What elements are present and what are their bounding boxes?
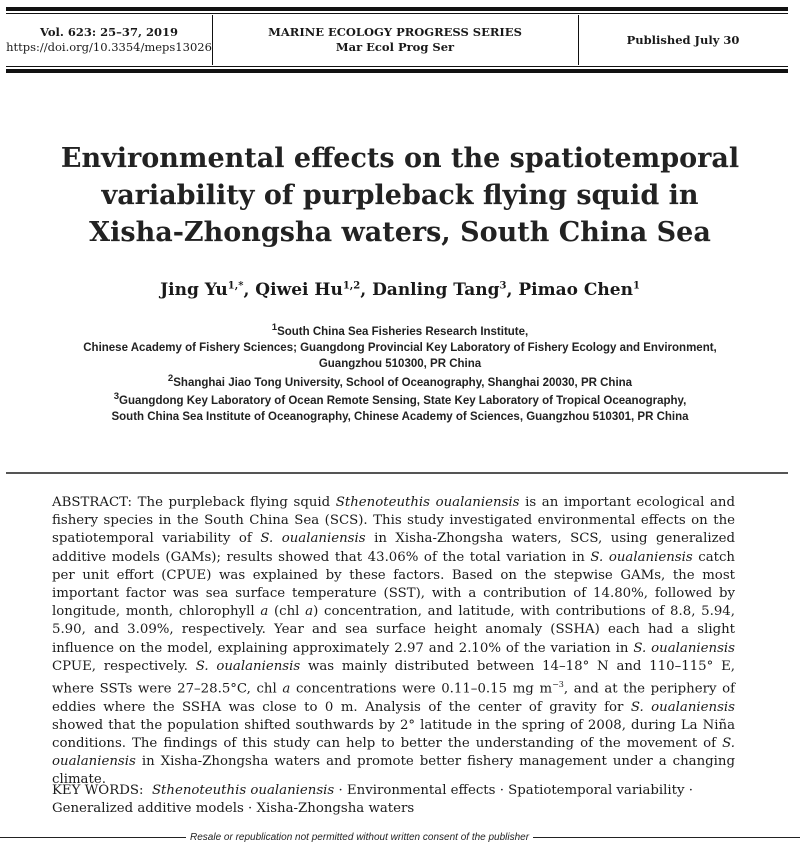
species-name: S. oualaniensis bbox=[630, 699, 735, 715]
keyword: Generalized additive models bbox=[52, 801, 244, 816]
kw-sep: · bbox=[684, 783, 693, 798]
abstract-text: showed that the population shifted southwards by 2° latitude in the spring of 2008, during La Niña conditions. The findings of this study can help to better the understanding of the movement of bbox=[52, 717, 735, 752]
journal-cell bbox=[212, 15, 579, 65]
affiliation-1 bbox=[0, 320, 800, 372]
volume-cell bbox=[6, 15, 213, 65]
author-sup: 1,* bbox=[227, 280, 244, 292]
abstract bbox=[52, 494, 735, 790]
species-name: S. oualaniensis bbox=[195, 658, 301, 674]
paper-title bbox=[0, 140, 800, 251]
abstract-text: concentrations were 0.11–0.15 mg m bbox=[290, 681, 553, 697]
kw-sep: · bbox=[495, 783, 509, 798]
journal-name: MARINE ECOLOGY PROGRESS SERIES bbox=[268, 25, 522, 39]
species-name: S. oualaniensis bbox=[590, 549, 693, 565]
author: Danling Tang bbox=[372, 280, 500, 300]
copyright-notice: Resale or republication not permitted without written consent of the publisher bbox=[190, 832, 530, 843]
species-name: S. oualaniensis bbox=[633, 640, 735, 656]
abstract-text: ) concentration, and latitude, with contributions of 8.8, 5.94, 5.90, and 3.09%, respectively. Year and sea surface height anomaly (SSHA) each had a slight influence on the model, explaining approximately 2.97 and 2.10% of the variation in bbox=[52, 604, 735, 656]
author: Pimao Chen bbox=[518, 280, 633, 300]
published-date: Published July 30 bbox=[626, 32, 740, 47]
abstract-text: CPUE, respectively. bbox=[52, 658, 196, 674]
title-line: variability of purpleback flying squid in bbox=[101, 180, 699, 211]
title-line: Xisha-Zhongsha waters, South China Sea bbox=[89, 217, 711, 248]
abstract-text: , and at the periphery of eddies where the SSHA was close to 0 m. Analysis of the center of gravity for bbox=[52, 681, 736, 715]
journal-abbrev: Mar Ecol Prog Ser bbox=[335, 40, 455, 54]
author: Qiwei Hu bbox=[255, 280, 343, 300]
title-line: Environmental effects on the spatiotemporal bbox=[60, 143, 740, 174]
keyword: Xisha-Zhongsha waters bbox=[256, 801, 415, 816]
author-sup: 3 bbox=[499, 280, 507, 292]
copyright-footer bbox=[0, 832, 800, 843]
doi-link[interactable]: https://doi.org/10.3354/meps13026 bbox=[6, 40, 212, 54]
footer-rule bbox=[0, 837, 186, 838]
aff-line: Guangdong Key Laboratory of Ocean Remote Sensing, State Key Laboratory of Tropical Oceanography, bbox=[119, 394, 687, 407]
abstract-text: was mainly distributed between 14–18° N and 110–115° E, where SSTs were 27–28.5°C, chl bbox=[52, 658, 736, 697]
aff-line: Chinese Academy of Fishery Sciences; Guangdong Provincial Key Laboratory of Fishery Ecology and Environment, bbox=[83, 341, 717, 354]
species-name: S. oualaniensis bbox=[52, 736, 735, 770]
published-cell bbox=[578, 15, 788, 65]
aff-sup: 3 bbox=[113, 391, 120, 402]
aff-line: South China Sea Fisheries Research Institute, bbox=[277, 325, 529, 338]
species-name: Sthenoteuthis oualaniensis bbox=[335, 495, 520, 510]
abstract-text: in Xisha-Zhongsha waters and promote better fishery management under a changing climate. bbox=[52, 754, 735, 788]
species-name: S. oualaniensis bbox=[260, 531, 366, 547]
kw-sep: · bbox=[334, 783, 347, 798]
kw-sep: · bbox=[243, 801, 257, 816]
abstract-label: ABSTRACT: bbox=[52, 495, 133, 510]
italic-a: a bbox=[260, 604, 269, 620]
author-sup: 1 bbox=[632, 280, 640, 292]
author-list: Jing $Yu^{1,*}$, Qiwei Hu$^{1,2}$, Danling Tang$^3$, Pimao Chen$^1$ bbox=[160, 280, 640, 300]
keyword: Spatiotemporal variability bbox=[508, 783, 685, 798]
author: Jing Yu bbox=[160, 280, 228, 300]
affiliation-3 bbox=[0, 389, 800, 425]
affiliation-2 bbox=[0, 371, 800, 391]
abstract-text: is an important ecological and fishery species in the South China Sea (SCS). This study investigated environmental effects on the spatiotemporal variability of bbox=[52, 495, 735, 547]
author-sup: 1,2 bbox=[342, 280, 361, 292]
italic-a: a bbox=[282, 681, 291, 697]
abstract-text: (chl bbox=[268, 604, 306, 620]
aff-line: Shanghai Jiao Tong University, School of Oceanography, Shanghai 20030, PR China bbox=[173, 376, 633, 389]
aff-line: Guangzhou 510300, PR China bbox=[318, 357, 482, 370]
aff-line: South China Sea Institute of Oceanography, Chinese Academy of Sciences, Guangzhou 510301, PR China bbox=[111, 410, 689, 423]
keywords bbox=[52, 782, 752, 818]
section-divider bbox=[6, 472, 788, 474]
journal-header bbox=[6, 7, 788, 73]
italic-a: a bbox=[305, 604, 314, 620]
abstract-text: catch per unit effort (CPUE) was explained by these factors. Based on the stepwise GAMs, the most important factor was sea surface temperature (SST), with a contribution of 14.80%, followed by longitude, month, chlorophyll bbox=[52, 549, 735, 620]
keywords-label: KEY WORDS: bbox=[52, 783, 144, 798]
volume-info: Vol. 623: 25–37, 2019 bbox=[40, 25, 178, 39]
keyword: Sthenoteuthis oualaniensis bbox=[151, 783, 335, 798]
abstract-text: The purpleback flying squid bbox=[132, 495, 336, 510]
unit-sup: −3 bbox=[552, 680, 564, 690]
aff-sup: 1 bbox=[271, 322, 278, 333]
abstract-text: in Xisha-Zhongsha waters, SCS, using generalized additive models (GAMs); results showed that 43.06% of the total variation in bbox=[52, 531, 736, 565]
aff-sup: 2 bbox=[167, 373, 174, 384]
footer-rule bbox=[533, 837, 800, 838]
keyword: Environmental effects bbox=[346, 783, 496, 798]
